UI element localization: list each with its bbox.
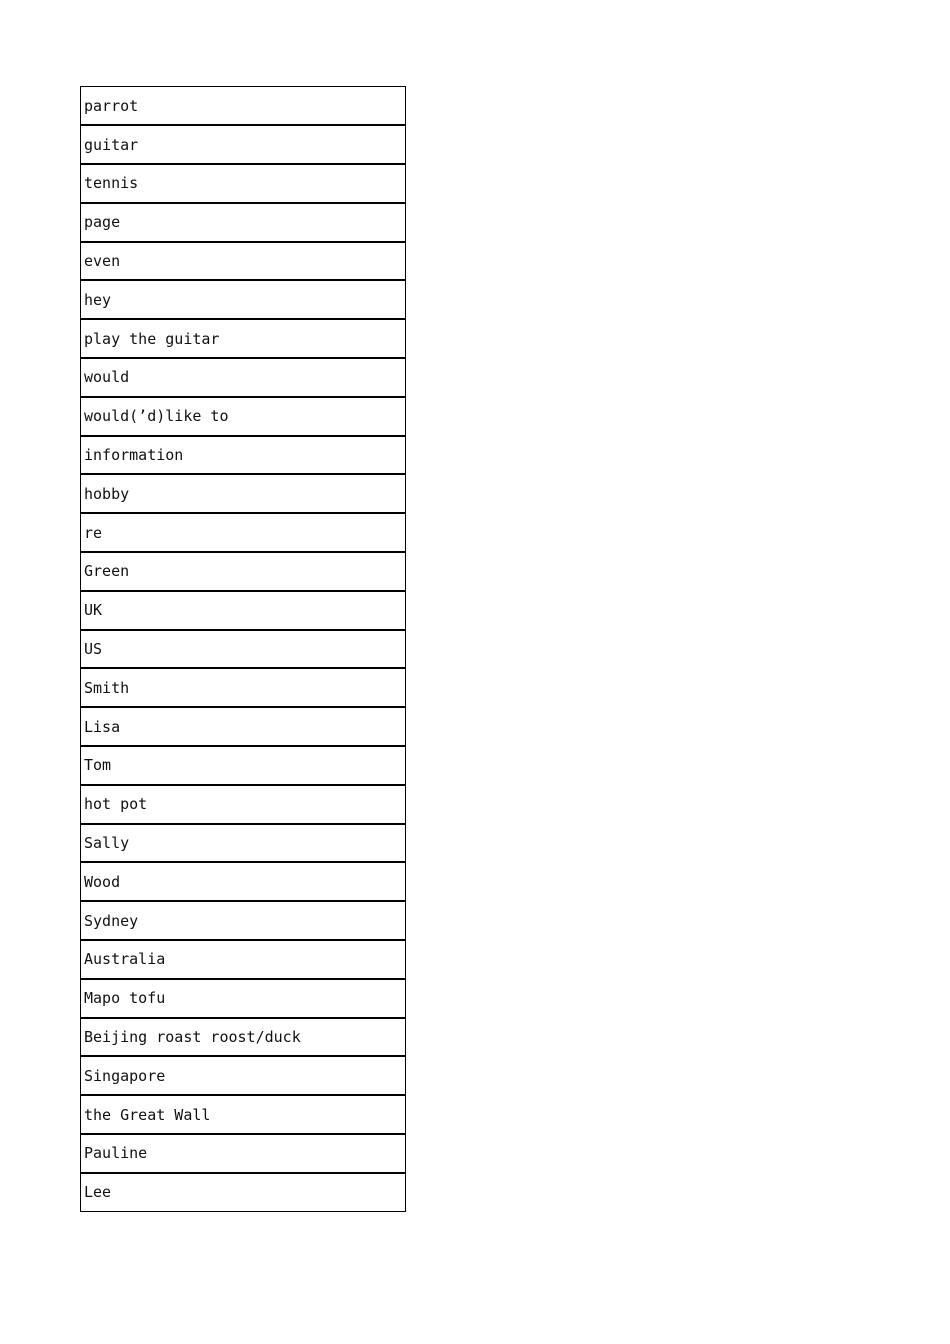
table-row (81, 358, 406, 397)
word-cell[interactable]: Wood (81, 862, 406, 901)
table-row (81, 1095, 406, 1134)
table-row (81, 824, 406, 863)
word-cell[interactable]: Mapo tofu (81, 979, 406, 1018)
table-row (81, 862, 406, 901)
word-cell[interactable]: would (81, 358, 406, 397)
table-row (81, 242, 406, 281)
table-row (81, 203, 406, 242)
table-row (81, 979, 406, 1018)
vocabulary-table-body (81, 87, 406, 1212)
table-row (81, 436, 406, 475)
table-row (81, 1056, 406, 1095)
word-cell[interactable]: re (81, 513, 406, 552)
word-cell[interactable]: hey (81, 280, 406, 319)
word-cell[interactable]: hobby (81, 474, 406, 513)
table-row (81, 707, 406, 746)
table-row (81, 513, 406, 552)
table-row (81, 1018, 406, 1057)
table-row (81, 668, 406, 707)
word-cell[interactable]: Green (81, 552, 406, 591)
word-cell[interactable]: Beijing roast roost/duck (81, 1018, 406, 1057)
table-row (81, 474, 406, 513)
word-cell[interactable]: Australia (81, 940, 406, 979)
table-row (81, 280, 406, 319)
word-cell[interactable]: information (81, 436, 406, 475)
table-row (81, 940, 406, 979)
word-cell[interactable]: even (81, 242, 406, 281)
word-cell[interactable]: Tom (81, 746, 406, 785)
vocabulary-table (80, 86, 406, 1212)
table-row (81, 901, 406, 940)
table-row (81, 164, 406, 203)
word-cell[interactable]: guitar (81, 125, 406, 164)
table-row (81, 319, 406, 358)
word-cell[interactable]: parrot (81, 87, 406, 126)
word-cell[interactable]: Singapore (81, 1056, 406, 1095)
table-row (81, 397, 406, 436)
word-cell[interactable]: page (81, 203, 406, 242)
table-row (81, 125, 406, 164)
table-row (81, 630, 406, 669)
word-cell[interactable]: the Great Wall (81, 1095, 406, 1134)
word-cell[interactable]: Lisa (81, 707, 406, 746)
table-row (81, 552, 406, 591)
word-cell[interactable]: US (81, 630, 406, 669)
table-row (81, 1134, 406, 1173)
table-row (81, 746, 406, 785)
word-cell[interactable]: tennis (81, 164, 406, 203)
word-cell[interactable]: Lee (81, 1173, 406, 1212)
table-row (81, 87, 406, 126)
table-row (81, 785, 406, 824)
word-cell[interactable]: Pauline (81, 1134, 406, 1173)
word-cell[interactable]: play the guitar (81, 319, 406, 358)
word-cell[interactable]: hot pot (81, 785, 406, 824)
word-cell[interactable]: Smith (81, 668, 406, 707)
word-cell[interactable]: would(’d)like to (81, 397, 406, 436)
word-cell[interactable]: Sydney (81, 901, 406, 940)
table-row (81, 591, 406, 630)
table-row (81, 1173, 406, 1212)
word-cell[interactable]: Sally (81, 824, 406, 863)
word-cell[interactable]: UK (81, 591, 406, 630)
